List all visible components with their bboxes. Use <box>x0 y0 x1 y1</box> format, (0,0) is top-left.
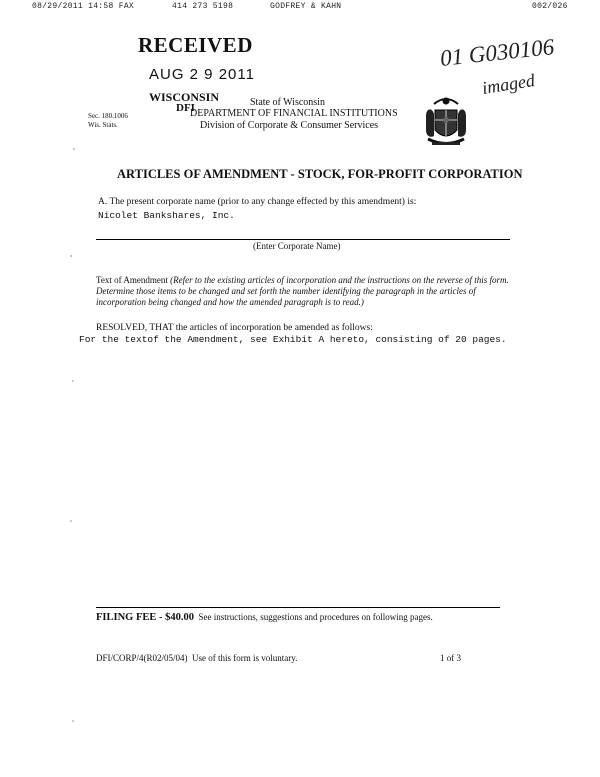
department-name: DEPARTMENT OF FINANCIAL INSTITUTIONS <box>190 108 398 119</box>
voluntary-note: Use of this form is voluntary. <box>192 653 298 663</box>
scan-speck <box>70 520 72 522</box>
statute-line-1: Sec. 180.1006 <box>88 112 128 120</box>
text-of-amendment-block <box>96 275 514 308</box>
handwritten-note: imaged <box>480 69 537 99</box>
form-id-line <box>96 653 297 663</box>
fax-date-time: 08/29/2011 14:58 FAX <box>32 2 135 11</box>
page-number: 1 of 3 <box>440 653 461 663</box>
scan-speck <box>70 255 72 257</box>
statute-line-2: Wis. Stats. <box>88 121 118 129</box>
filing-fee-label: FILING FEE - $40.00 <box>96 612 195 623</box>
scan-speck <box>73 148 75 150</box>
filing-fee-line <box>96 612 433 623</box>
corporate-name-underline <box>96 239 510 240</box>
filing-fee-note: See instructions, suggestions and procedures on following pages. <box>198 612 433 622</box>
section-a-label: A. The present corporate name (prior to any change effected by this amendment) is: <box>98 197 417 207</box>
fax-sender: GODFREY & KAHN <box>270 2 342 11</box>
amendment-text: For the textof the Amendment, see Exhibit A hereto, consisting of 20 pages. <box>79 334 507 345</box>
text-of-amendment-label: Text of Amendment <box>96 275 168 285</box>
received-stamp-label: RECEIVED <box>138 33 253 57</box>
corporate-name-field: Nicolet Bankshares, Inc. <box>98 210 235 221</box>
stamp-agency-line1: WISCONSIN <box>149 90 220 104</box>
fax-page-ref: 002/026 <box>532 2 568 11</box>
stamp-agency-line2: DFI <box>176 102 195 114</box>
state-seal-icon <box>420 92 472 150</box>
received-stamp-date: AUG 2 9 2011 <box>149 66 255 83</box>
scan-speck <box>72 380 74 382</box>
fax-phone: 414 273 5198 <box>172 2 234 11</box>
resolved-clause: RESOLVED, THAT the articles of incorporation be amended as follows: <box>96 323 373 333</box>
handwritten-file-number: 01 G030106 <box>438 34 556 71</box>
state-name: State of Wisconsin <box>250 97 325 108</box>
division-name: Division of Corporate & Consumer Services <box>200 120 379 131</box>
statute-reference <box>88 112 128 130</box>
corporate-name-caption: (Enter Corporate Name) <box>253 241 341 251</box>
text-of-amendment-instructions: (Refer to the existing articles of incorporation and the instructions on the reverse of this form. Determine those items to be changed and set forth the number identifying the paragraph in the articles of incorporation being changed and how the amended paragraph is to read.) <box>96 275 509 307</box>
form-title: ARTICLES OF AMENDMENT - STOCK, FOR-PROFIT CORPORATION <box>117 167 523 181</box>
scan-speck <box>72 720 74 722</box>
footer-divider <box>96 607 500 608</box>
form-id: DFI/CORP/4(R02/05/04) <box>96 653 188 663</box>
